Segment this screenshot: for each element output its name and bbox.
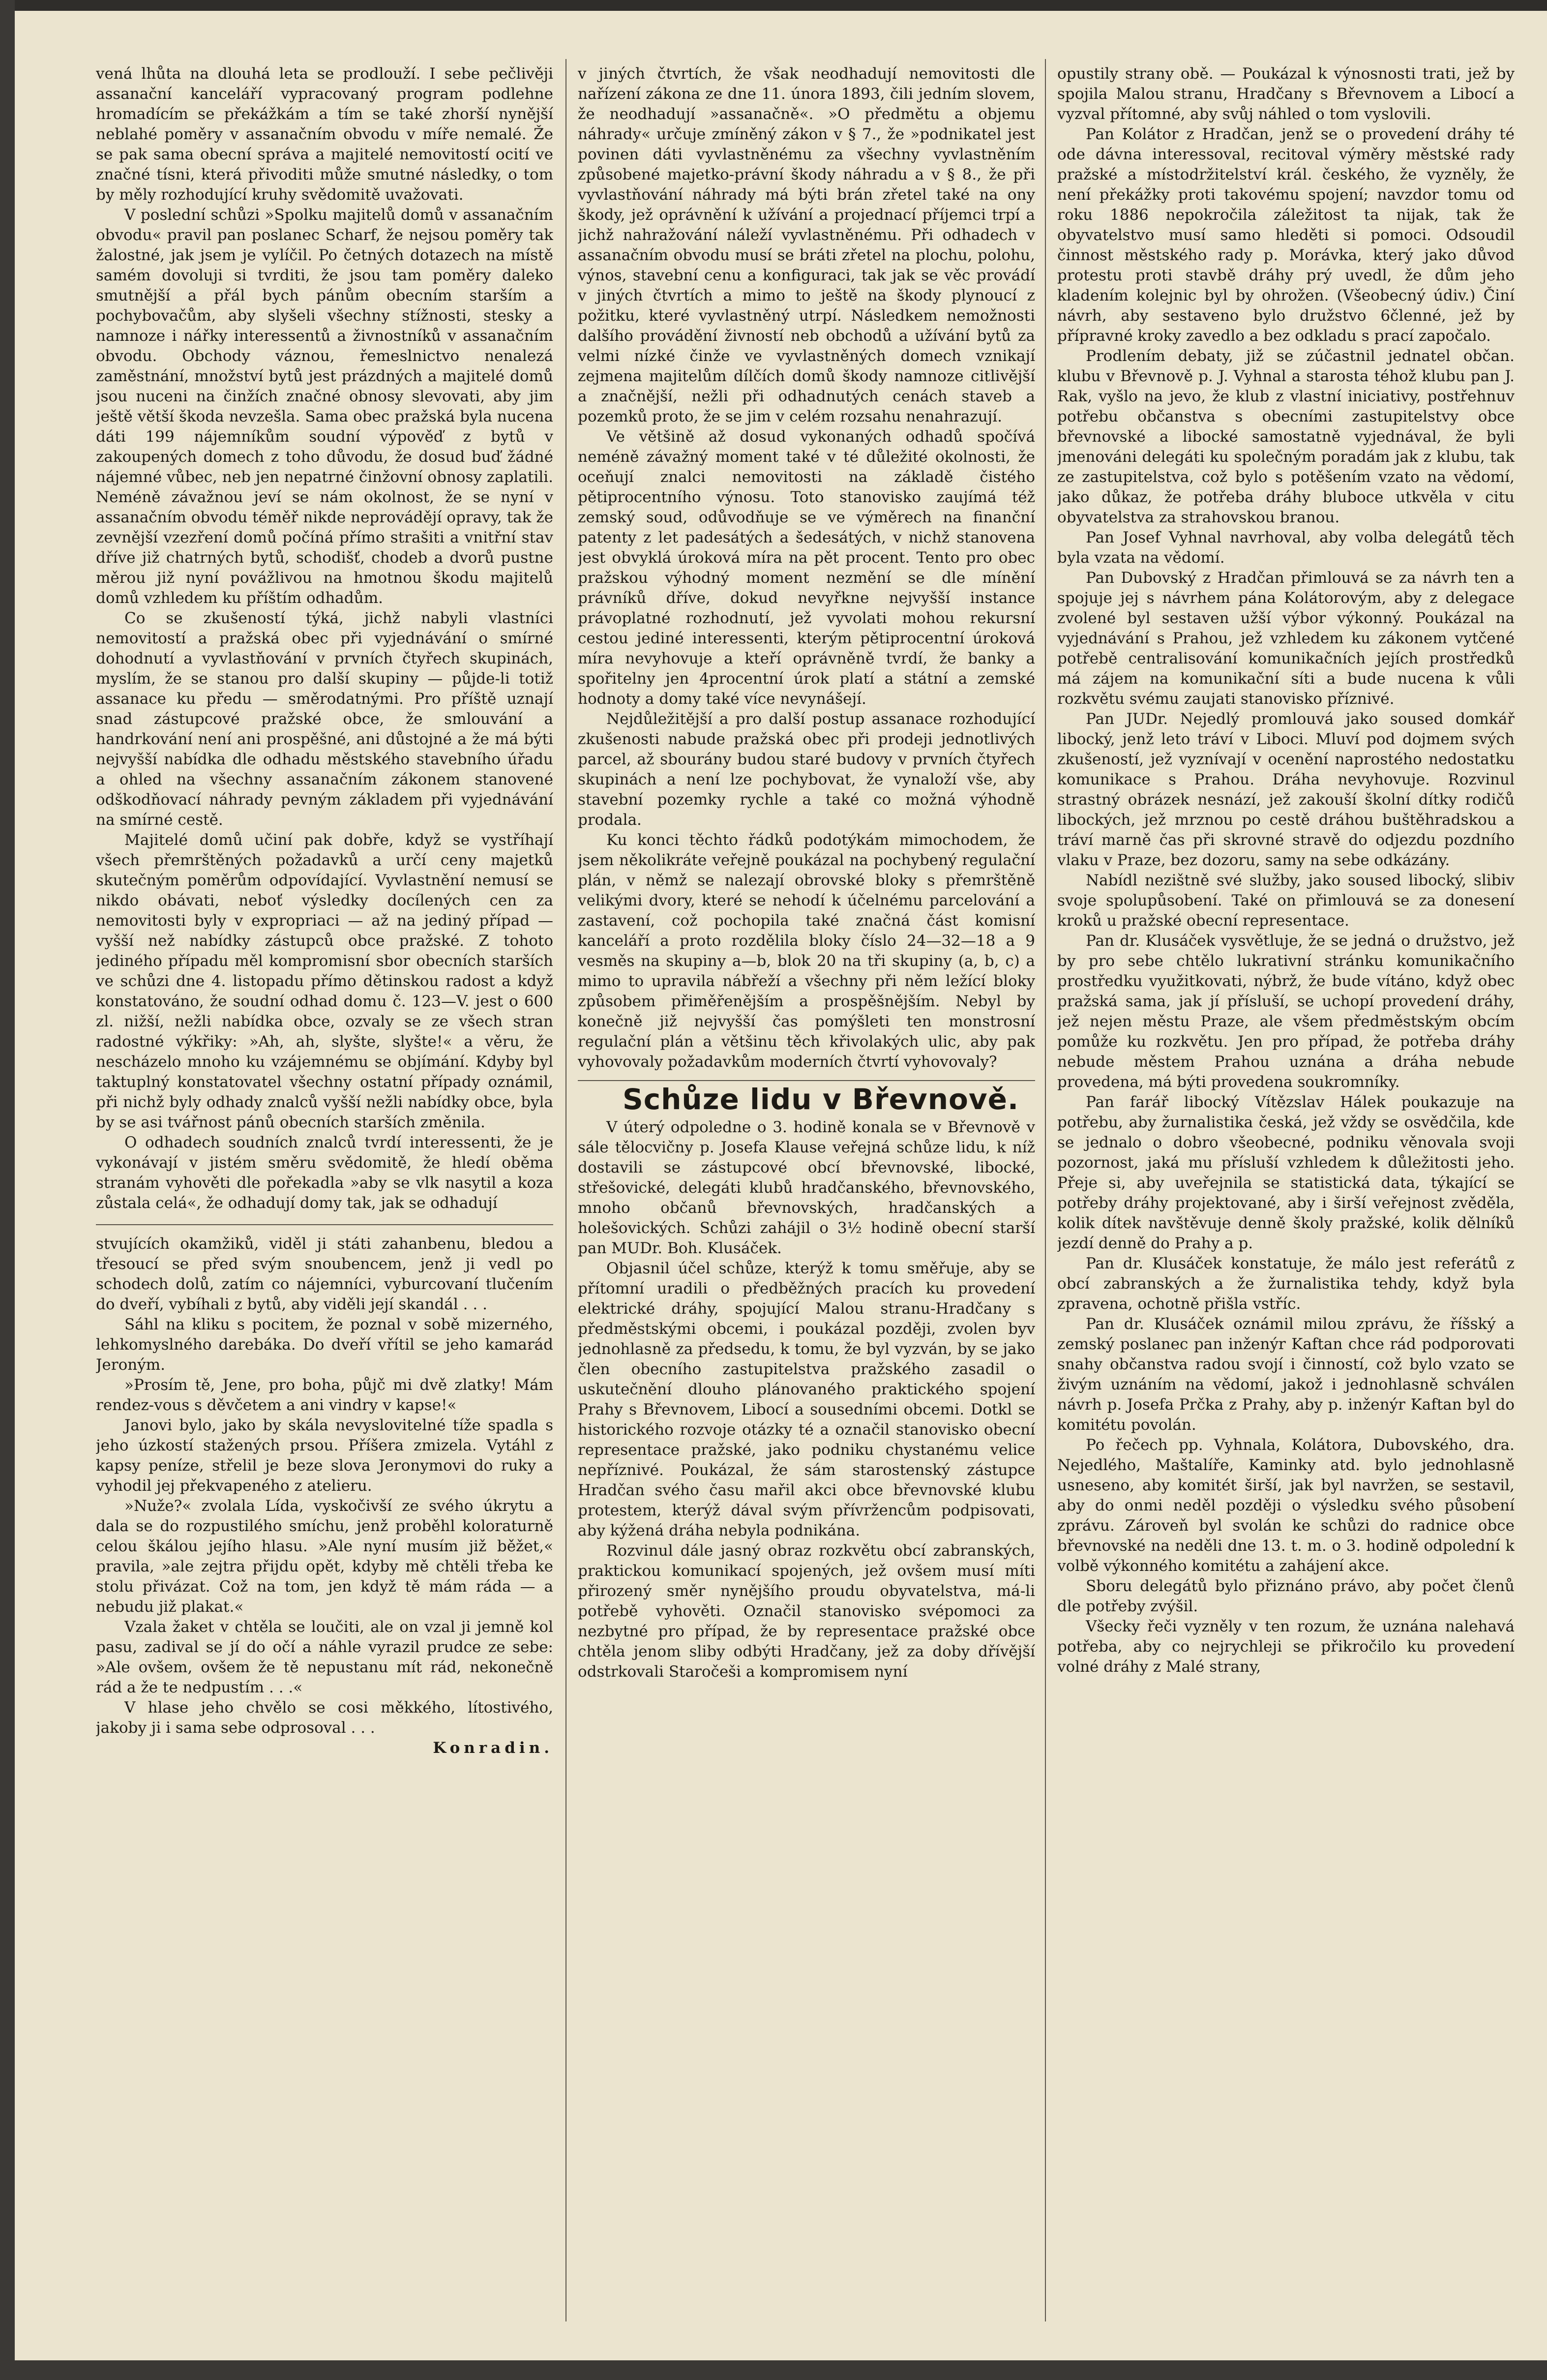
column-divider xyxy=(1045,59,1046,2321)
paragraph: Nejdůležitější a pro další postup assanace rozhodující zkušenosti nabude pražská obec při prodeji jednotlivých parcel, až sbourány budou staré budovy v prvních čtyřech skupinách a není lze pochybovat, že vynaloží vše, aby stavební pozemky rychle a také co možná výhodně prodala. xyxy=(578,710,1035,829)
paragraph: Prodlením debaty, již se zúčastnil jednatel občan. klubu v Břevnově p. J. Vyhnal a starosta téhož klubu pan J. Rak, vyšlo na jevo, že klub z vlastní iniciativy, postřehnuv potřebu občanstva s obecními zastupitelstvy obce břevnovské a libocké samostatně vyjednával, že byli jmenováni delegáti ku společným poradám jak z klubu, tak ze zastupitelstva, což bylo s potěšením vzato na vědomí, jako důkaz, že potřeba dráhy bluboce utkvěla v citu obyvatelstva za strahovskou branou. xyxy=(1057,347,1515,526)
paragraph: Objasnil účel schůze, kterýž k tomu směřuje, aby se přítomní uradili o předběžných pracích ku provedení elektrické dráhy, spojující Malou stranu-Hradčany s předměstskými obcemi, i poukázal později, zvolen byv jednohlasně za předsedu, k tomu, že byl vyzván, by se jako člen obecního zastupitelstva pražského zasadil o uskutečnění dlouho plánovaného praktického spojení Prahy s Břevnovem, Libocí a sousedními obcemi. Dotkl se historického rozvoje otázky té a označil stanovisko obecní representace pražské, jako podniku chystanému velice nepříznivé. Poukázal, že sám starostenský zástupce Hradčan svého času mařil akci obce břevnovské klubu protestem, kterýž dával svým přívržencům podpisovati, aby kýžená dráha nebyla podnikána. xyxy=(578,1260,1035,1539)
paragraph: Pan dr. Klusáček konstatuje, že málo jest referátů z obcí zabranských a že žurnalistika tehdy, když byla zpravena, ochotně přišla vstříc. xyxy=(1057,1255,1515,1313)
paragraph: V úterý odpoledne o 3. hodině konala se v Břevnově v sále tělocvičny p. Josefa Klause veřejná schůze lidu, k níž dostavili se zástupcové obcí břevnovské, libocké, střešovické, delegáti klubů hradčanského, břevnovského, mnoho občanů břevnovských, hradčanských a holešovických. Schůzi zahájil o 3½ hodině obecní starší pan MUDr. Boh. Klusáček. xyxy=(578,1118,1035,1257)
paragraph: Všecky řeči vyzněly v ten rozum, že uznána nalehavá potřeba, aby co nejrychleji se přikročilo ku provedení volné dráhy z Malé strany, xyxy=(1057,1618,1515,1676)
paragraph: Sáhl na kliku s pocitem, že poznal v sobě mizerného, lehkomyslného darebáka. Do dveří vřítil se jeho kamarád Jeroným. xyxy=(96,1316,553,1374)
paragraph: Vzala žaket v chtěla se loučiti, ale on vzal ji jemně kol pasu, zadival se jí do očí a náhle vyrazil prudce ze sebe: »Ale ovšem, ovšem že tě nepustanu mít rád, nekonečně rád a že te nedpustím . . .« xyxy=(96,1618,553,1696)
paragraph: opustily strany obě. — Poukázal k výnosnosti trati, jež by spojila Malou stranu, Hradčany s Břevnovem a Libocí a vyzval přítomné, aby svůj náhled o tom vyslovili. xyxy=(1057,65,1515,123)
paragraph: O odhadech soudních znalců tvrdí interessenti, že je vykonávají v jistém směru svědomitě, že hledí oběma stranám vyhověti dle pořekadla »aby se vlk nasytil a koza zůstala celá«, že odhadují domy tak, jak se odhadují xyxy=(96,1134,553,1212)
paragraph: »Nuže?« zvolala Lída, vyskočivší ze svého úkrytu a dala se do rozpustilého smíchu, jenž proběhl koloraturně celou škálou jejího hlasu. »Ale nyní musím již běžet,« pravila, »ale zejtra přijdu opět, kdyby mě chtěli třeba ke stolu přivázat. Což na tom, jen když tě mám ráda — a nebudu již plakat.« xyxy=(96,1497,553,1616)
article-heading: Schůze lidu v Břevnově. xyxy=(622,1083,1019,1116)
paragraph: Sboru delegátů bylo přiznáno právo, aby počet členů dle potřeby zvýšil. xyxy=(1057,1577,1515,1615)
assanace-article-col1 xyxy=(96,64,553,1213)
paragraph: v jiných čtvrtích, že však neodhadují nemovitosti dle nařízení zákona ze dne 11. února 1893, čili jedním slovem, že neodhadují »assanačně«. »O předmětu a objemu náhrady« určuje zmíněný zákon v § 7., že »podnikatel jest povinen dáti vyvlastněnému za všechny vyvlastněním způsobené majetko-právní škody náhradu a v § 8., že při vyvlastňování náhrady má býti brán zřetel také na ony škody, jež oprávnění k užívání a projednací příjemci trpí a jichž nahražování náleží vyvlastněnému. Při odhadech v assanačním obvodu musí se bráti zřetel na plochu, polohu, výnos, stavební cenu a konfiguraci, tak jak se věc provádí v jiných čtvrtích a mimo to ještě na škody plynoucí z požitku, které vyvlastněný utrpí. Následkem nemožnosti dalšího provádění živností neb obchodů a užívání bytů za velmi nízké činže ve vyvlastněných domech vznikají zejmena majitelům dílčích domů škody namnoze citlivější a značnější, nežli při odhadnutých cenách staveb a pozemků proto, že se jim v celém rozsahu nenahrazují. xyxy=(578,65,1035,425)
paragraph: Nabídl nezištně své služby, jako soused libocký, slibiv svoje spolupůsobení. Také on přimlouvá se za donesení kroků u pražské obecní representace. xyxy=(1057,872,1515,930)
paragraph: Janovi bylo, jako by skála nevyslovitelné tíže spadla s jeho úzkostí stažených prsou. Příšera zmizela. Vytáhl z kapsy peníze, střelil je beze slova Jeronymovi do ruky a vyhodil jej překvapeného z atelieru. xyxy=(96,1416,553,1495)
feuilleton xyxy=(96,1234,553,1758)
paragraph: Pan Dubovský z Hradčan přimlouvá se za návrh ten a spojuje jej s návrhem pána Kolátorovým, aby z delegace zvolené byl sestaven užší výbor výkonný. Poukázal na vyjednávání s Prahou, jež vzhledem ku zákonem vytčené potřebě centralisování komunikačních jejích prostředků má zájem na komunikační síti a bude nucena k vůli rozkvětu svému zaujati stanovisko příznivé. xyxy=(1057,569,1515,708)
paragraph: Pan Josef Vyhnal navrhoval, aby volba delegátů těch byla vzata na vědomí. xyxy=(1057,529,1515,567)
paragraph: Pan Kolátor z Hradčan, jenž se o provedení dráhy té ode dávna interessoval, recitoval výměry městské rady pražské a místodržitelství král. českého, že vyzněly, že není překážky proti takovému spojení; navzdor tomu od roku 1886 nepokročila záležitost ta nijak, tak že obyvatelstvo musí samo hleděti si pomoci. Odsoudil činnost městského rady p. Morávka, který jako důvod protestu proti stavbě dráhy prý uvedl, že dům jeho kladením kolejnic byl by ohrožen. (Všeobecný údiv.) Činí návrh, aby sestaveno bylo družstvo 6členné, jež by přípravné kroky zavedlo a bez odkladu s prací započalo. xyxy=(1057,125,1515,345)
paragraph: Co se zkušeností týká, jichž nabyli vlastníci nemovitostí a pražská obec při vyjednávání o smírné dohodnutí a vyvlastňování v prvních čtyřech skupinách, myslím, že se stanou pro další skupiny — půjde-li totiž assanace ku předu — směrodatnými. Pro příště uznají snad zástupcové pražské obce, že smlouvání a handrkování není ani prospěšné, ani důstojné a že má býti nejvyšší nabídka dle odhadu městského stavebního úřadu a ohled na všechny assanačním zákonem stanovené odškodňovací náhrady pevným základem při vyjednávání na smírné cestě. xyxy=(96,609,553,829)
paragraph: Pan dr. Klusáček vysvětluje, že se jedná o družstvo, jež by pro sebe chtělo lukrativní stránku komunikačního prostředku využitkovati, nýbrž, že bude vítáno, když obec pražská sama, jak jí přísluší, se uchopí provedení dráhy, jež nejen městu Praze, ale všem předměstským obcím pomůže ku rozkvětu. Jen pro případ, že potřeba dráhy nebude městem Prahou uznána a dráha nebude provedena, má býti provedena soukromníky. xyxy=(1057,932,1515,1091)
assanace-article-col2 xyxy=(578,64,1035,1072)
paragraph: V poslední schůzi »Spolku majitelů domů v assanačním obvodu« pravil pan poslanec Scharf, že nejsou poměry tak žalostné, jak jsem je vylíčil. Po četných dotazech na místě samém dovoluji si tvrditi, že jsou tam poměry daleko smutnější a přál bych pánům obecním starším a pochybovačům, aby slyšeli všechny stížnosti, stesky a namnoze i nářky interessentů a živnostníků v assanačním obvodu. Obchody váznou, řemeslnictvo nenalezá zaměstnání, množství bytů jest prázdných a majitelé domů jsou nuceni na činžích značné obnosy slevovati, aby jim ještě větší škoda nevzešla. Sama obec pražská byla nucena dáti 199 nájemníkům soudní výpověď z bytů v zakoupených domech z toho důvodu, že dosud buď žádné nájemné vůbec, neb jen nepatrné činžovní obnosy zaplatili. Neméně závažnou jeví se nám okolnost, že se nyní v assanačním obvodu téměř nikde neprovádějí opravy, tak že zevnější vzezření domů počíná přímo strašiti a vnitřní stav dříve již chatrných bytů, schodišť, chodeb a dvorů pustne měrou již nyní povážlivou na hmotnou škodu majitelů domů vzhledem ku příštím odhadům. xyxy=(96,206,553,607)
paragraph: Rozvinul dále jasný obraz rozkvětu obcí zabranských, praktickou komunikací spojených, jež ovšem musí míti přirozený směr nynějšího proudu obyvatelstva, má-li potřebě vyhověti. Označil stanovisko svépomoci za nezbytné pro případ, že by representace pražské obce chtěla jenom sliby odbýti Hradčany, jež za doby dřívější odstrkovali Staročeši a kompromisem nyní xyxy=(578,1542,1035,1681)
column-3 xyxy=(1057,64,1515,2376)
paragraph: Pan dr. Klusáček oznámil milou zprávu, že říšský a zemský poslanec pan inženýr Kaftan chce rád podporovati snahy občanstva radou svojí i činností, což bylo vzato se živým uznáním na vědomí, jakož i jednohlasně schválen návrh p. Josefa Prčka z Prahy, aby p. inženýr Kaftan byl do komitétu povolán. xyxy=(1057,1315,1515,1434)
brevnov-article-continued xyxy=(1057,64,1515,1677)
paragraph: Ve většině až dosud vykonaných odhadů spočívá neméně závažný moment také v té důležité okolnosti, že oceňují znalci nemovitosti na základě čistého pětiprocentního výnosu. Toto stanovisko zaujímá též zemský soud, odůvodňuje se ve výměrech na finanční patenty z let padesátých a šedesátých, v nichž stanovena jest obvyklá úroková míra na pět procent. Tento pro obec pražskou výhodný moment nezmění se dle mínění právníků dříve, dokud nevyřkne nejvyšší instance právoplatné rozhodnutí, jež vyvolati mohou rekursní cestou jediné interessenti, kterým pětiprocentní úroková míra nevyhovuje a kteří oprávněně tvrdí, že banky a spořitelny jen 4procentní úrok platí a státní a zemské hodnoty a domy také více nevynášejí. xyxy=(578,428,1035,708)
feuilleton-separator xyxy=(96,1224,553,1225)
paragraph: Pan farář libocký Vítězslav Hálek poukazuje na potřebu, aby žurnalistika česká, jež vždy se osvědčila, kde se jednalo o dobro všeobecné, podniku věnovala svoji pozornost, jaká mu přísluší vzhledem k důležitosti jeho. Přeje si, aby uveřejnila se statistická data, týkající se potřeby dráhy projektované, aby i širší veřejnost zvěděla, kolik dítek navštěvuje denně školy pražské, kolik dělníků jezdí denně do Prahy a p. xyxy=(1057,1093,1515,1252)
column-2 xyxy=(578,64,1035,2376)
paragraph: V hlase jeho chvělo se cosi měkkého, lítostivého, jakoby ji i sama sebe odprosoval . . . xyxy=(96,1699,553,1737)
paragraph: Pan JUDr. Nejedlý promlouvá jako soused domkář libocký, jenž leto tráví v Liboci. Mluví pod dojmem svých zkušeností, jež vyznívají v ocenění naprostého nedostatku komunikace s Prahou. Dráha nevyhovuje. Rozvinul strastný obrázek nesnází, jež zakouší školní dítky rodičů libockých, jež mrznou po cestě dráhou buštěhradskou a tráví marně čas při skrovné stravě do odjezdu pozdního vlaku v Praze, bez dozoru, samy na sebe odkázány. xyxy=(1057,710,1515,869)
scan-border-top xyxy=(0,0,1547,11)
paragraph: Ku konci těchto řádků podotýkám mimochodem, že jsem několikráte veřejně poukázal na pochybený regulační plán, v němž se nalezají obrovské bloky s přemrštěně velikými dvory, které se nehodí k účelnému parcelování a zastavení, což pochopila také značná část komisní kanceláří a proto rozdělila bloky číslo 24—32—18 a 9 vesměs na skupiny a—b, blok 20 na tři skupiny (a, b, c) a mimo to upravila nábřeží a všechny při něm ležící bloky způsobem přiměřenějším a prospěšnějším. Nebyl by konečně již nejvyšší čas pomýšleti ten monstrosní regulační plán a většinu těch křivolakých ulic, aby pak vyhovovaly požadavkům moderních čtvrtí vyhovovaly? xyxy=(578,831,1035,1071)
column-1 xyxy=(96,64,553,2376)
brevnov-article xyxy=(578,1117,1035,1682)
scan-border-left xyxy=(0,0,15,2380)
author-signature: Konradin. xyxy=(433,1739,553,1757)
column-divider xyxy=(565,59,566,2321)
paragraph: vená lhůta na dlouhá leta se prodlouží. I sebe pečlivěji assanační kanceláří vypracovaný program podlehne hromadícím se překážkám a tím se také zhorší nynější neblahé poměry v assanačním obvodu v míře nemalé. Že se pak sama obecní správa a majitelé nemovitostí ocití ve značné tísni, která přivoditi může smutné následky, o tom by měly rozhodující kruhy svědomitě uvažovati. xyxy=(96,65,553,204)
paragraph: Majitelé domů učiní pak dobře, když se vystříhají všech přemrštěných požadavků a určí ceny majetků skutečným poměrům odpovídající. Vyvlastnění nemusí se nikdo obávati, neboť výsledky docílených cen za nemovitosti byly v expropriaci — až na jediný případ — vyšší než nabídky zástupců obce pražské. Z tohoto jediného případu měl kompromisní sbor obecních starších ve schůzi dne 4. listopadu přímo dětinskou radost a když konstatováno, že soudní odhad domu č. 123—V. jest o 600 zl. nižší, nežli nabídka obce, ozvaly se ze všech stran radostné výkřiky: »Ah, ah, slyšte, slyšte!« a věru, že nescházelo mnoho ku vzájemnému se objímání. Kdyby byl taktuplný konstatovatel všechny ostatní případy oznámil, při nichž byly odhady znalců vyšší nežli nabídky obce, byla by se asi tvářnost pánů obecních starších změnila. xyxy=(96,831,553,1131)
paragraph: Po řečech pp. Vyhnala, Kolátora, Dubovského, dra. Nejedlého, Maštalíře, Kaminky atd. bylo jednohlasně usneseno, aby komitét širší, jak byl navržen, se sestavil, aby do onmi neděl později o výsledku svého působení zprávu. Zároveň byl svolán ke schůzi do radnice obce břevnovské na neděli dne 13. t. m. o 3. hodině odpolední k volbě výkonného komitétu a zahájení akce. xyxy=(1057,1436,1515,1575)
paragraph: »Prosím tě, Jene, pro boha, půjč mi dvě zlatky! Mám rendez-vous s děvčetem a ani vindry v kapse!« xyxy=(96,1376,553,1414)
paragraph: stvujících okamžiků, viděl ji státi zahanbenu, bledou a třesoucí se před svým snoubencem, jenž ji vedl po schodech dolů, zatím co nájemníci, vyburcovaní tlučením do dveří, vybíhali z bytů, aby viděli její skandál . . . xyxy=(96,1235,553,1313)
